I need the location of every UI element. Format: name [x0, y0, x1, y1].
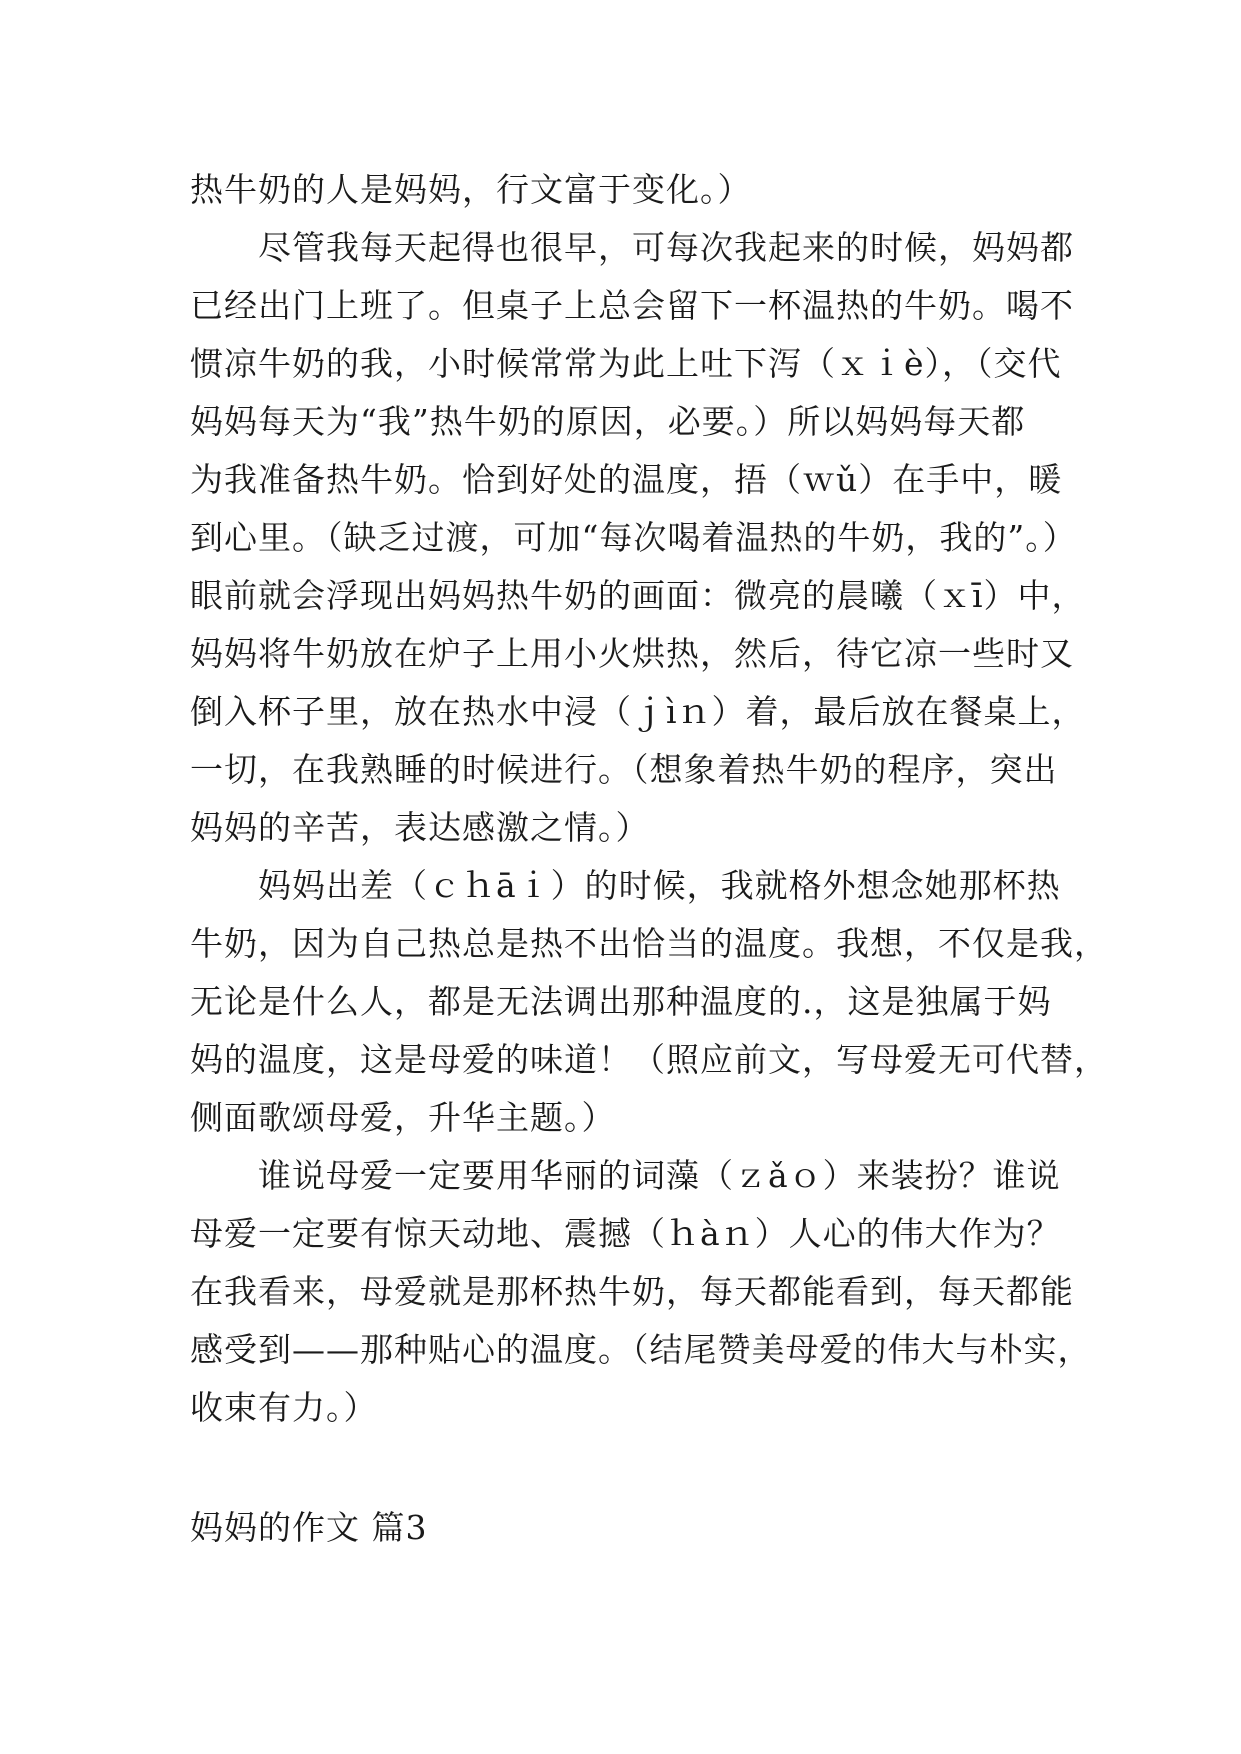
text-line: 为我准备热牛奶。恰到好处的温度，捂（ｗǔ）在手中，暖 [190, 460, 1063, 499]
text-line: 感受到——那种贴心的温度。（结尾赞美母爱的伟大与朴实， [190, 1330, 1092, 1369]
text-line: 妈妈的辛苦，表达感激之情。） [190, 808, 650, 847]
text-line: 妈妈出差（ｃｈāｉ）的时候，我就格外想念她那杯热 [190, 866, 1061, 905]
text-line: 眼前就会浮现出妈妈热牛奶的画面：微亮的晨曦（ｘī）中， [190, 576, 1086, 615]
text-line: 谁说母爱一定要用华丽的词藻（ｚǎｏ）来装扮？谁说 [190, 1156, 1061, 1195]
text-line: 牛奶，因为自己热总是热不出恰当的温度。我想，不仅是我， [190, 924, 1108, 963]
section-heading: 妈妈的作文 篇3 [190, 1508, 428, 1547]
text-line: 一切，在我熟睡的时候进行。（想象着热牛奶的程序，突出 [190, 750, 1058, 789]
text-line: 妈妈每天为“我”热牛奶的原因，必要。）所以妈妈每天都 [190, 402, 1026, 441]
text-line: 侧面歌颂母爱，升华主题。） [190, 1098, 616, 1137]
text-line: 热牛奶的人是妈妈，行文富于变化。） [190, 170, 752, 209]
text-line: 收束有力。） [190, 1388, 378, 1427]
text-line: 惯凉牛奶的我，小时候常常为此上吐下泻（ｘｉè），（交代 [190, 344, 1062, 383]
text-line: 尽管我每天起得也很早，可每次我起来的时候，妈妈都 [190, 228, 1074, 267]
text-line: 无论是什么人，都是无法调出那种温度的.，这是独属于妈 [190, 982, 1052, 1021]
text-line: 妈妈将牛奶放在炉子上用小火烘热，然后，待它凉一些时又 [190, 634, 1074, 673]
text-line: 妈的温度，这是母爱的味道！（照应前文，写母爱无可代替， [190, 1040, 1108, 1079]
text-line: 母爱一定要有惊天动地、震撼（ｈàｎ）人心的伟大作为？ [190, 1214, 1061, 1253]
text-line: 到心里。（缺乏过渡，可加“每次喝着温热的牛奶，我的”。） [190, 518, 1077, 557]
text-line: 在我看来，母爱就是那杯热牛奶，每天都能看到，每天都能 [190, 1272, 1074, 1311]
text-line: 已经出门上班了。但桌子上总会留下一杯温热的牛奶。喝不 [190, 286, 1074, 325]
text-line: 倒入杯子里，放在热水中浸（ｊìｎ）着，最后放在餐桌上， [190, 692, 1086, 731]
